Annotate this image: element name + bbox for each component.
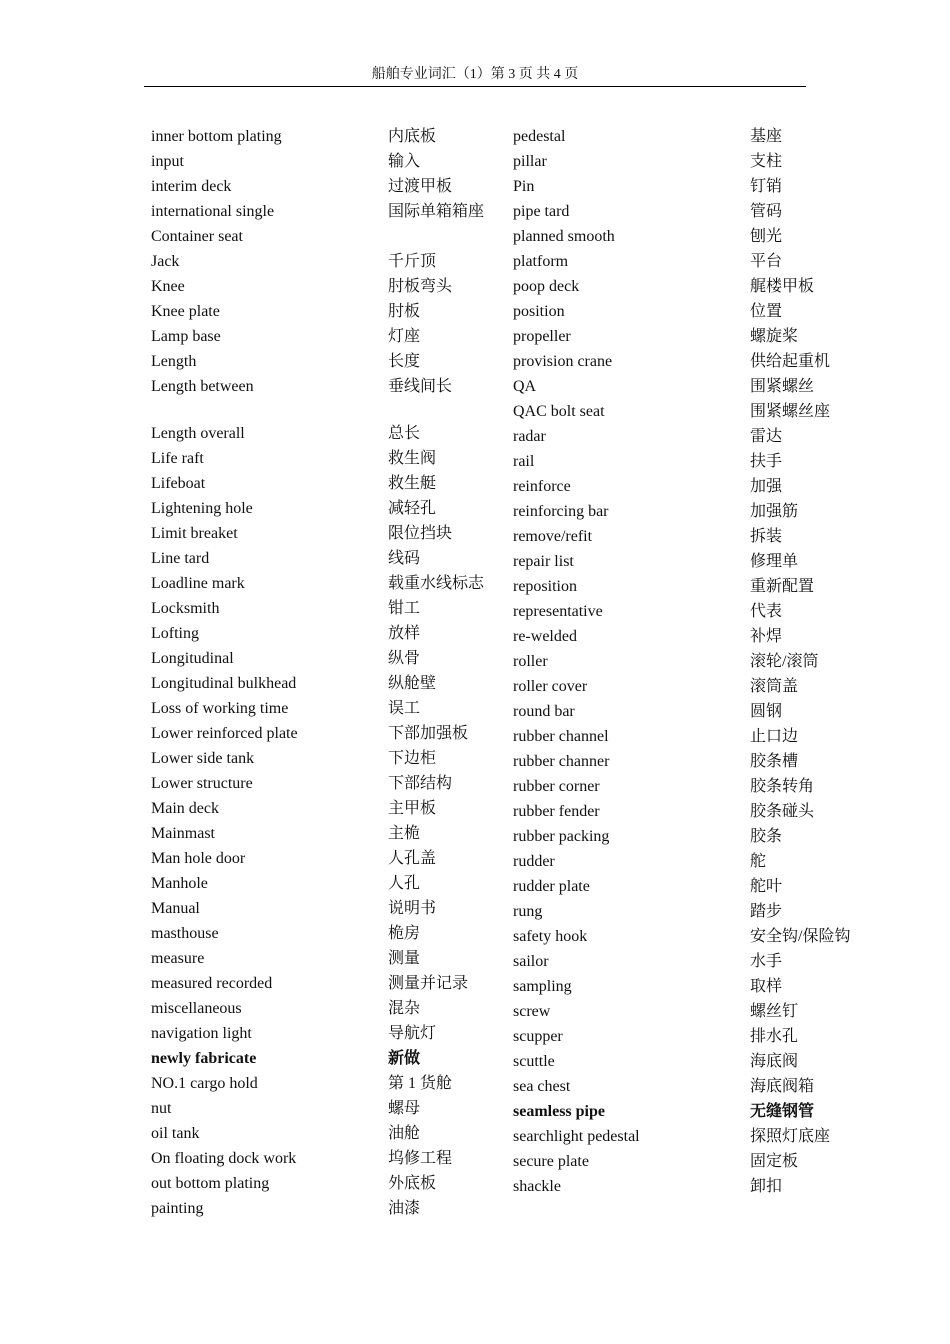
chinese-term: 救生阀 <box>388 450 437 467</box>
english-term: Man hole door <box>151 850 246 867</box>
chinese-term: 滚轮/滚筒 <box>750 653 819 670</box>
chinese-term: 纵舱壁 <box>388 675 437 692</box>
glossary-entry <box>151 1121 501 1146</box>
glossary-entry <box>151 696 501 721</box>
english-term: Container seat <box>151 228 243 245</box>
glossary-entry <box>513 1024 863 1049</box>
glossary-entry <box>513 749 863 774</box>
chinese-term: 螺旋桨 <box>750 328 799 345</box>
glossary-entry <box>513 324 863 349</box>
chinese-term: 安全钩/保险钩 <box>750 928 851 945</box>
english-term: planned smooth <box>513 228 615 245</box>
glossary-entry <box>151 1146 501 1171</box>
glossary-entry <box>151 971 501 996</box>
glossary-entry <box>151 224 501 249</box>
glossary-entry <box>151 621 501 646</box>
chinese-term: 测量 <box>388 950 421 967</box>
chinese-term: 肘板 <box>388 303 421 320</box>
chinese-term: 国际单箱箱座 <box>388 203 485 220</box>
chinese-term: 滚筒盖 <box>750 678 799 695</box>
english-term: Lightening hole <box>151 500 253 517</box>
chinese-term: 下部加强板 <box>388 725 469 742</box>
chinese-term: 线码 <box>388 550 421 567</box>
chinese-term: 无缝钢管 <box>750 1103 815 1120</box>
glossary-entry <box>151 1196 501 1221</box>
chinese-term: 围紧螺丝 <box>750 378 815 395</box>
chinese-term: 胶条转角 <box>750 778 815 795</box>
english-term: Life raft <box>151 450 204 467</box>
english-term: reinforce <box>513 478 571 495</box>
english-term: screw <box>513 1003 551 1020</box>
chinese-term: 总长 <box>388 425 421 442</box>
glossary-entry <box>513 199 863 224</box>
chinese-term: 舵 <box>750 853 767 870</box>
glossary-entry <box>513 649 863 674</box>
glossary-entry <box>513 999 863 1024</box>
english-term: platform <box>513 253 569 270</box>
glossary-entry <box>151 199 501 224</box>
english-term: Length <box>151 353 197 370</box>
glossary-entry <box>151 571 501 596</box>
chinese-term: 圆钢 <box>750 703 783 720</box>
chinese-term: 钳工 <box>388 600 421 617</box>
english-term: Length between <box>151 378 254 395</box>
glossary-entry <box>151 174 501 199</box>
glossary-entry <box>151 1096 501 1121</box>
english-term: input <box>151 153 184 170</box>
chinese-term: 输入 <box>388 153 421 170</box>
chinese-term: 海底阀箱 <box>750 1078 815 1095</box>
glossary-entry <box>513 299 863 324</box>
chinese-term: 载重水线标志 <box>388 575 485 592</box>
chinese-term: 外底板 <box>388 1175 437 1192</box>
chinese-term: 止口边 <box>750 728 799 745</box>
english-term: scupper <box>513 1028 563 1045</box>
glossary-entry <box>513 474 863 499</box>
glossary-entry <box>151 374 501 399</box>
glossary-entry <box>151 746 501 771</box>
english-term: out bottom plating <box>151 1175 270 1192</box>
glossary-entry <box>513 774 863 799</box>
english-term: repair list <box>513 553 574 570</box>
english-term: Loss of working time <box>151 700 289 717</box>
chinese-term: 位置 <box>750 303 783 320</box>
glossary-entry <box>513 899 863 924</box>
chinese-term: 螺丝钉 <box>750 1003 799 1020</box>
glossary-entry <box>513 249 863 274</box>
glossary-entry <box>151 671 501 696</box>
chinese-term: 加强筋 <box>750 503 799 520</box>
glossary-entry <box>513 174 863 199</box>
header-title: 船舶专业词汇（1）第 3 页 共 4 页 <box>371 67 579 82</box>
chinese-term: 灯座 <box>388 328 421 345</box>
left-glossary-column <box>151 124 501 1221</box>
chinese-term: 过渡甲板 <box>388 178 453 195</box>
chinese-term: 桅房 <box>388 925 421 942</box>
glossary-entry <box>151 1021 501 1046</box>
english-term: rung <box>513 903 543 920</box>
chinese-term: 钉销 <box>750 178 783 195</box>
chinese-term: 减轻孔 <box>388 500 437 517</box>
chinese-term: 修理单 <box>750 553 799 570</box>
glossary-entry <box>513 499 863 524</box>
english-term: roller cover <box>513 678 588 695</box>
chinese-term: 导航灯 <box>388 1025 437 1042</box>
glossary-entry <box>151 446 501 471</box>
glossary-entry <box>151 546 501 571</box>
english-term: Longitudinal bulkhead <box>151 675 297 692</box>
glossary-entry <box>151 124 501 149</box>
glossary-entry <box>151 249 501 274</box>
glossary-entry <box>151 1171 501 1196</box>
english-term: Length overall <box>151 425 245 442</box>
chinese-term: 舵叶 <box>750 878 783 895</box>
glossary-entry <box>513 699 863 724</box>
english-term: Jack <box>151 253 180 270</box>
glossary-entry <box>513 599 863 624</box>
english-term: Limit breaket <box>151 525 238 542</box>
english-term: Knee plate <box>151 303 220 320</box>
english-term: poop deck <box>513 278 580 295</box>
glossary-entry <box>513 624 863 649</box>
chinese-term: 主桅 <box>388 825 421 842</box>
english-term: pipe tard <box>513 203 570 220</box>
glossary-entry <box>513 224 863 249</box>
glossary-entry <box>513 849 863 874</box>
english-term: provision crane <box>513 353 613 370</box>
chinese-term: 螺母 <box>388 1100 421 1117</box>
glossary-entry <box>151 1071 501 1096</box>
english-term: rubber fender <box>513 803 600 820</box>
english-term: radar <box>513 428 546 445</box>
glossary-entry <box>151 721 501 746</box>
chinese-term: 固定板 <box>750 1153 799 1170</box>
chinese-term: 探照灯底座 <box>750 1128 831 1145</box>
english-term: rubber packing <box>513 828 610 845</box>
glossary-entry <box>513 924 863 949</box>
english-term: navigation light <box>151 1025 252 1042</box>
english-term: international single <box>151 203 275 220</box>
chinese-term: 重新配置 <box>750 578 815 595</box>
glossary-entry <box>513 1124 863 1149</box>
chinese-term: 混杂 <box>388 1000 421 1017</box>
page-header <box>144 64 806 87</box>
glossary-entry <box>151 771 501 796</box>
glossary-entry <box>513 424 863 449</box>
glossary-entry <box>513 399 863 424</box>
chinese-term: 代表 <box>750 603 783 620</box>
chinese-term: 垂线间长 <box>388 378 453 395</box>
english-term: rubber corner <box>513 778 600 795</box>
english-term: Loadline mark <box>151 575 245 592</box>
english-term: Locksmith <box>151 600 220 617</box>
chinese-term: 艉楼甲板 <box>750 278 815 295</box>
english-term: NO.1 cargo hold <box>151 1075 258 1092</box>
english-term: On floating dock work <box>151 1150 297 1167</box>
english-term: miscellaneous <box>151 1000 242 1017</box>
chinese-term: 千斤顶 <box>388 253 437 270</box>
chinese-term: 油漆 <box>388 1200 421 1217</box>
glossary-entry <box>513 949 863 974</box>
english-term: masthouse <box>151 925 219 942</box>
english-term: round bar <box>513 703 575 720</box>
english-term: scuttle <box>513 1053 555 1070</box>
english-term: seamless pipe <box>513 1103 605 1120</box>
english-term: rail <box>513 453 535 470</box>
chinese-term: 卸扣 <box>750 1178 783 1195</box>
english-term: Mainmast <box>151 825 215 842</box>
chinese-term: 主甲板 <box>388 800 437 817</box>
glossary-entry <box>151 871 501 896</box>
glossary-entry <box>151 299 501 324</box>
english-term: Lamp base <box>151 328 221 345</box>
chinese-term: 海底阀 <box>750 1053 799 1070</box>
glossary-entry <box>151 496 501 521</box>
english-term: nut <box>151 1100 172 1117</box>
glossary-entry <box>513 974 863 999</box>
glossary-entry <box>513 1149 863 1174</box>
english-term: Longitudinal <box>151 650 234 667</box>
chinese-term: 说明书 <box>388 900 437 917</box>
chinese-term: 内底板 <box>388 128 437 145</box>
english-term: remove/refit <box>513 528 593 545</box>
chinese-term: 人孔盖 <box>388 850 437 867</box>
chinese-term: 支柱 <box>750 153 783 170</box>
chinese-term: 补焊 <box>750 628 783 645</box>
english-term: inner bottom plating <box>151 128 282 145</box>
glossary-entry <box>151 274 501 299</box>
chinese-term: 胶条槽 <box>750 753 799 770</box>
english-term: Lofting <box>151 625 199 642</box>
chinese-term: 长度 <box>388 353 421 370</box>
chinese-term: 下部结构 <box>388 775 453 792</box>
english-term: reinforcing bar <box>513 503 609 520</box>
english-term: roller <box>513 653 548 670</box>
right-glossary-column <box>513 124 863 1199</box>
glossary-entry <box>513 524 863 549</box>
glossary-entry <box>513 874 863 899</box>
chinese-term: 排水孔 <box>750 1028 799 1045</box>
english-term: pillar <box>513 153 547 170</box>
chinese-term: 刨光 <box>750 228 783 245</box>
glossary-entry <box>513 1049 863 1074</box>
english-term: sea chest <box>513 1078 571 1095</box>
english-term: measured recorded <box>151 975 273 992</box>
english-term: pedestal <box>513 128 566 145</box>
glossary-entry <box>151 646 501 671</box>
chinese-term: 胶条 <box>750 828 783 845</box>
chinese-term: 肘板弯头 <box>388 278 453 295</box>
glossary-entry <box>151 921 501 946</box>
english-term: Lower side tank <box>151 750 255 767</box>
glossary-entry <box>513 449 863 474</box>
chinese-term: 水手 <box>750 953 783 970</box>
english-term: Manual <box>151 900 200 917</box>
english-term: shackle <box>513 1178 561 1195</box>
english-term: Manhole <box>151 875 208 892</box>
chinese-term: 平台 <box>750 253 783 270</box>
glossary-entry <box>151 349 501 374</box>
english-term: Lower structure <box>151 775 253 792</box>
glossary-entry <box>513 1099 863 1124</box>
english-term: QAC bolt seat <box>513 403 605 420</box>
chinese-term: 围紧螺丝座 <box>750 403 831 420</box>
chinese-term: 雷达 <box>750 428 783 445</box>
english-term: reposition <box>513 578 577 595</box>
english-term: interim deck <box>151 178 232 195</box>
english-term: newly fabricate <box>151 1050 257 1067</box>
english-term: oil tank <box>151 1125 200 1142</box>
chinese-term: 下边柜 <box>388 750 437 767</box>
chinese-term: 取样 <box>750 978 783 995</box>
glossary-entry <box>151 399 501 421</box>
glossary-entry <box>151 946 501 971</box>
english-term: Lifeboat <box>151 475 206 492</box>
chinese-term: 油舱 <box>388 1125 421 1142</box>
english-term: rubber channel <box>513 728 609 745</box>
glossary-entry <box>513 374 863 399</box>
chinese-term: 误工 <box>388 700 421 717</box>
chinese-term: 供给起重机 <box>750 353 831 370</box>
english-term: re-welded <box>513 628 577 645</box>
glossary-entry <box>151 324 501 349</box>
chinese-term: 第 1 货舱 <box>388 1075 453 1092</box>
english-term: propeller <box>513 328 571 345</box>
glossary-entry <box>513 274 863 299</box>
chinese-term: 限位挡块 <box>388 525 453 542</box>
glossary-entry <box>151 1046 501 1071</box>
chinese-term: 拆装 <box>750 528 783 545</box>
chinese-term: 新做 <box>388 1050 421 1067</box>
english-term: measure <box>151 950 205 967</box>
chinese-term: 扶手 <box>750 453 783 470</box>
chinese-term: 基座 <box>750 128 783 145</box>
glossary-entry <box>513 124 863 149</box>
glossary-entry <box>151 521 501 546</box>
glossary-entry <box>151 149 501 174</box>
chinese-term: 坞修工程 <box>388 1150 453 1167</box>
glossary-entry <box>513 824 863 849</box>
chinese-term: 加强 <box>750 478 783 495</box>
chinese-term: 放样 <box>388 625 421 642</box>
english-term: Line tard <box>151 550 210 567</box>
glossary-entry <box>513 799 863 824</box>
glossary-entry <box>151 896 501 921</box>
chinese-term: 管码 <box>750 203 783 220</box>
chinese-term: 测量并记录 <box>388 975 469 992</box>
glossary-entry <box>151 421 501 446</box>
english-term: position <box>513 303 565 320</box>
english-term: Knee <box>151 278 185 295</box>
glossary-entry <box>513 149 863 174</box>
english-term: painting <box>151 1200 204 1217</box>
glossary-entry <box>151 846 501 871</box>
glossary-entry <box>151 821 501 846</box>
glossary-entry <box>513 674 863 699</box>
glossary-entry <box>513 549 863 574</box>
glossary-entry <box>513 349 863 374</box>
english-term: safety hook <box>513 928 588 945</box>
english-term: representative <box>513 603 603 620</box>
glossary-entry <box>151 471 501 496</box>
english-term: sampling <box>513 978 572 995</box>
chinese-term: 人孔 <box>388 875 421 892</box>
glossary-entry <box>513 1174 863 1199</box>
english-term: Main deck <box>151 800 219 817</box>
english-term: sailor <box>513 953 549 970</box>
english-term: rubber channer <box>513 753 610 770</box>
chinese-term: 踏步 <box>750 903 783 920</box>
english-term: rudder <box>513 853 555 870</box>
english-term: rudder plate <box>513 878 590 895</box>
english-term: searchlight pedestal <box>513 1128 640 1145</box>
english-term: Pin <box>513 178 535 195</box>
english-term: QA <box>513 378 537 395</box>
english-term: Lower reinforced plate <box>151 725 298 742</box>
chinese-term: 救生艇 <box>388 475 437 492</box>
chinese-term: 纵骨 <box>388 650 421 667</box>
glossary-entry <box>513 574 863 599</box>
english-term: secure plate <box>513 1153 589 1170</box>
glossary-entry <box>151 796 501 821</box>
glossary-entry <box>513 1074 863 1099</box>
glossary-entry <box>513 724 863 749</box>
glossary-entry <box>151 996 501 1021</box>
glossary-entry <box>151 596 501 621</box>
chinese-term: 胶条碰头 <box>750 803 815 820</box>
